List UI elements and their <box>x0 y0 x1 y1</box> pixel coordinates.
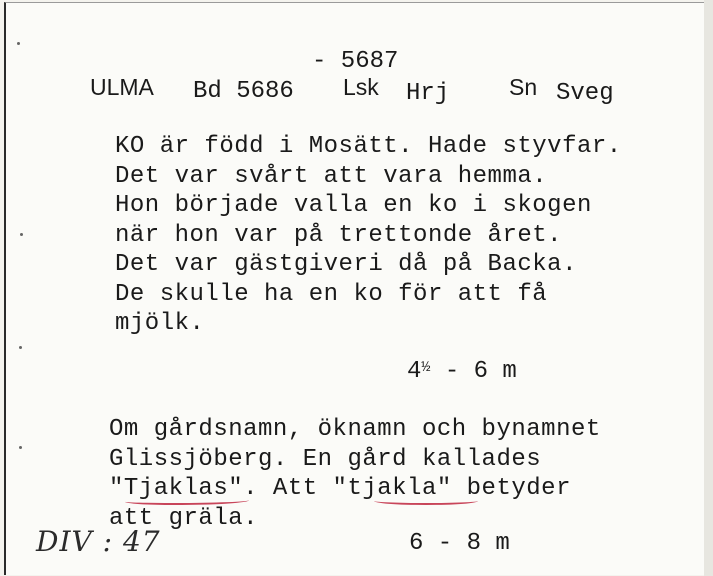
text-line: Om gårdsnamn, öknamn och bynamnet <box>109 416 601 443</box>
age-range-1 <box>407 360 517 384</box>
margin-mark <box>19 346 22 349</box>
margin-mark <box>19 446 22 449</box>
text-line: Det var gästgiveri då på Backa. <box>115 251 577 278</box>
paragraph-1 <box>115 132 622 339</box>
text-line: "Tjaklas". Att "tjakla" betyder <box>109 475 571 502</box>
text-line: Det var svårt att vara hemma. <box>115 162 548 190</box>
text-line: KO är född i Mosätt. Hade styvfar. <box>115 133 622 160</box>
lsk-value: Hrj <box>406 80 450 107</box>
bd-number: Bd 5686 <box>193 78 294 105</box>
text-line: mjölk. <box>115 310 205 337</box>
sn-label: Sn <box>509 74 538 100</box>
card-edge <box>704 0 713 576</box>
age-whole: 4 <box>407 358 422 385</box>
text-line: Hon började valla en ko i skogen <box>115 192 592 219</box>
margin-mark <box>20 233 23 236</box>
paragraph-2 <box>109 415 601 533</box>
ulma-label: ULMA <box>90 74 154 100</box>
lsk-label: Lsk <box>343 74 379 100</box>
text-line: när hon var på trettonde året. <box>115 221 563 249</box>
text-line: att gräla. <box>109 504 259 532</box>
sn-value: Sveg <box>556 80 614 107</box>
age-rest: - 6 m <box>430 358 517 385</box>
underline-tjakla <box>374 497 478 505</box>
record-number: - 5687 <box>312 48 399 75</box>
handwritten-reference: DIV : 47 <box>36 525 161 558</box>
margin-mark <box>17 42 20 45</box>
age-fraction: ½ <box>421 359 431 376</box>
text-line: De skulle ha en ko för att få <box>115 280 548 308</box>
age-range-2: 6 - 8 m <box>409 530 510 557</box>
text-line: Glissjöberg. En gård kallades <box>109 445 542 473</box>
